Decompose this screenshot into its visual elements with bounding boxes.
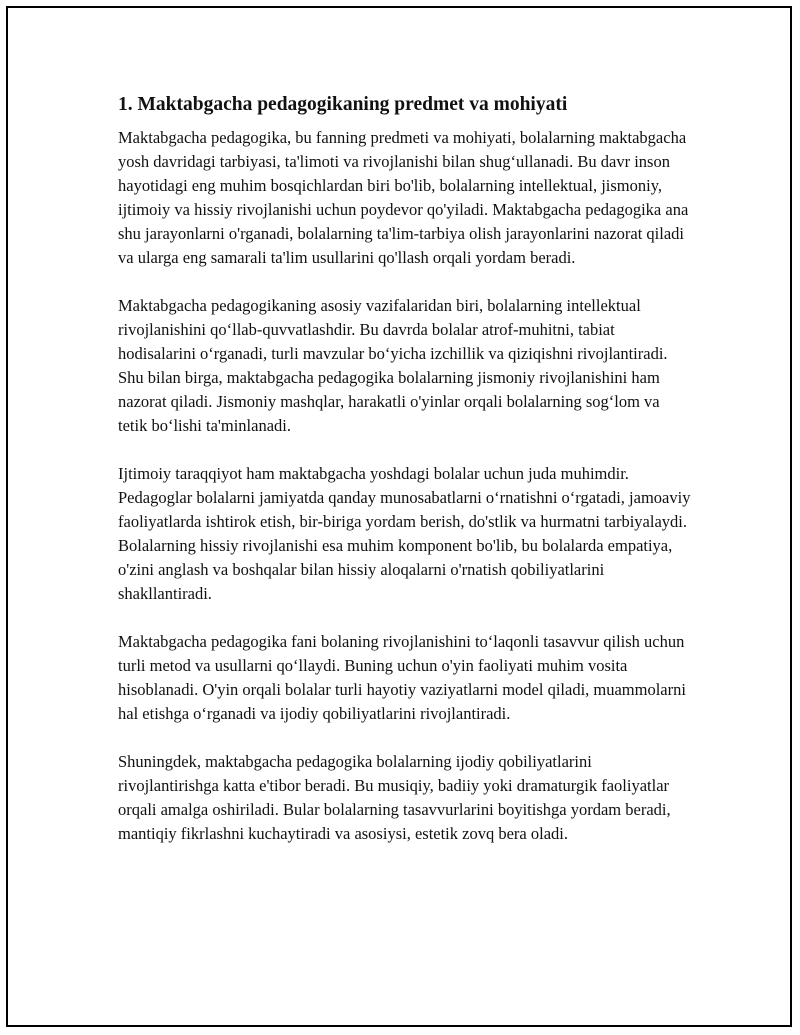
paragraph-2: Maktabgacha pedagogikaning asosiy vazifalaridan biri, bolalarning intellektual rivojlanishini qo‘llab-quvvatlashdir. Bu davrda bolalar atrof-muhitni, tabiat hodisalarini o‘rganadi, turli mavzular bo‘yicha izchillik va qiziqishni rivojlantiradi. Shu bilan birga, maktabgacha pedagogika bolalarning jismoniy rivojlanishini ham nazorat qiladi. Jismoniy mashqlar, harakatli o'yinlar orqali bolalarning sog‘lom va tetik bo‘lishi ta'minlanadi. <box>118 296 668 435</box>
paragraph-5: Shuningdek, maktabgacha pedagogika bolalarning ijodiy qobiliyatlarini rivojlantirishga katta e'tibor beradi. Bu musiqiy, badiiy yoki dramaturgik faoliyatlar orqali amalga oshiriladi. Bular bolalarning tasavvurlarini boyitishga yordam beradi, mantiqiy fikrlashni kuchaytiradi va asosiysi, estetik zovq bera oladi. <box>118 752 671 843</box>
paragraph-1: Maktabgacha pedagogika, bu fanning predmeti va mohiyati, bolalarning maktabgacha yosh davridagi tarbiyasi, ta'limoti va rivojlanishi bilan shug‘ullanadi. Bu davr inson hayotidagi eng muhim bosqichlardan biri bo'lib, bolalarning intellektual, jismoniy, ijtimoiy va hissiy rivojlanishi uchun poydevor qo'yiladi. Maktabgacha pedagogika ana shu jarayonlarni o'rganadi, bolalarning ta'lim-tarbiya olish jarayonlarini nazorat qiladi va ularga eng samarali ta'lim usullarini qo'llash orqali yordam beradi. <box>118 128 689 267</box>
paragraph-4: Maktabgacha pedagogika fani bolaning rivojlanishini to‘laqonli tasavvur qilish uchun turli metod va usullarni qo‘llaydi. Buning uchun o'yin faoliyati muhim vosita hisoblanadi. O'yin orqali bolalar turli hayotiy vaziyatlarni model qiladi, muammolarni hal etishga o‘rganadi va ijodiy qobiliyatlarini rivojlantiradi. <box>118 632 686 723</box>
paragraph-3: Ijtimoiy taraqqiyot ham maktabgacha yoshdagi bolalar uchun juda muhimdir. Pedagoglar bolalarni jamiyatda qanday munosabatlarni o‘rnatishni o‘rgatadi, jamoaviy faoliyatlarda ishtirok etish, bir-biriga yordam berish, do'stlik va hurmatni tarbiyalaydi. Bolalarning hissiy rivojlanishi esa muhim komponent bo'lib, bu bolalarda empatiya, o'zini anglash va boshqalar bilan hissiy aloqalarni o'rnatish qobiliyatlarini shakllantiradi. <box>118 464 691 603</box>
document-body <box>118 92 693 870</box>
document-title: 1. Maktabgacha pedagogikaning predmet va mohiyati <box>118 94 568 115</box>
